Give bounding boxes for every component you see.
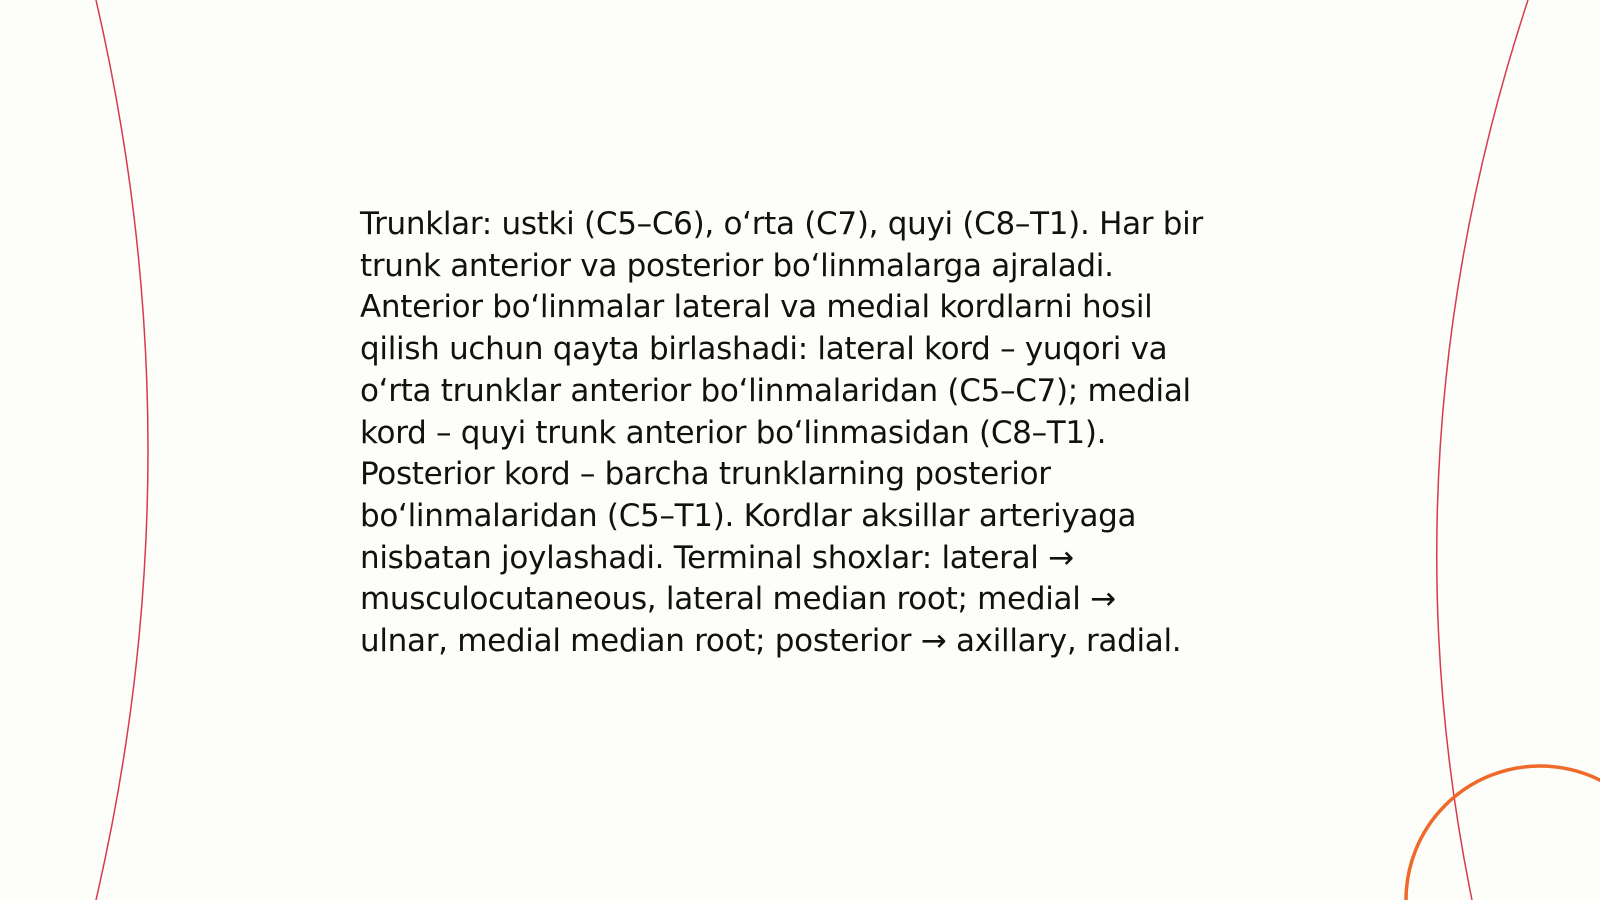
body-text-line: trunk anterior va posterior boʻlinmalarga ajraladi. xyxy=(360,247,1114,284)
body-text xyxy=(360,204,1240,663)
body-text-line: oʻrta trunklar anterior boʻlinmalaridan (C5–C7); medial xyxy=(360,372,1191,409)
body-text-line: boʻlinmalaridan (C5–T1). Kordlar aksillar arteriyaga xyxy=(360,497,1137,534)
left-curve-decoration xyxy=(96,0,148,900)
body-text-line: nisbatan joylashadi. Terminal shoxlar: lateral → xyxy=(360,539,1074,576)
body-text-line: Posterior kord – barcha trunklarning posterior xyxy=(360,456,1051,493)
orange-circle-decoration xyxy=(1406,766,1600,900)
body-text-line: ulnar, medial median root; posterior → axillary, radial. xyxy=(360,623,1182,660)
body-text-line: kord – quyi trunk anterior boʻlinmasidan (C8–T1). xyxy=(360,414,1107,451)
body-text-line: Trunklar: ustki (C5–C6), oʻrta (C7), quyi (C8–T1). Har bir xyxy=(360,206,1203,242)
body-text-line: musculocutaneous, lateral median root; medial → xyxy=(360,581,1116,618)
body-text-line: Anterior boʻlinmalar lateral va medial kordlarni hosil xyxy=(360,289,1153,326)
right-curve-decoration xyxy=(1437,0,1528,900)
body-text-line: qilish uchun qayta birlashadi: lateral kord – yuqori va xyxy=(360,331,1168,368)
